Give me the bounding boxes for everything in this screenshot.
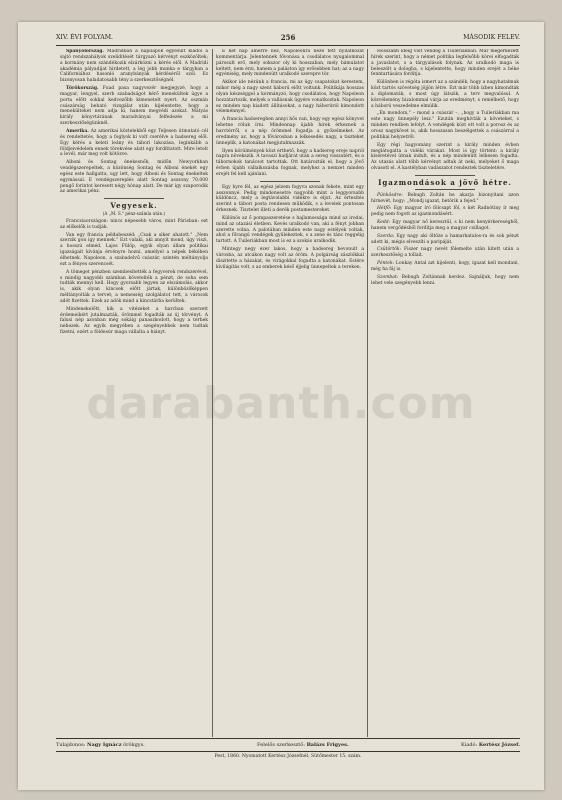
prophecy-text: Fiszer nagy nevét fölemelte után kitett után a szerkesztőség a tollait. — [371, 247, 519, 259]
article-title: Törökország. — [66, 86, 99, 92]
newspaper-page — [18, 22, 544, 790]
article-text: Egy régi hagyomány szerint a király minden évben meglátogatta a vidéki várakat. Most is így történt: a király kíséretével útnak indult, és a nép mindenütt lelkesen fogadta. Az utazás alatt több kérvényt adtak át neki, melyeket ő maga olvasott el. A kastélyban vadászatot rendeztek tiszteletére. — [371, 142, 519, 172]
header-rule — [56, 45, 520, 46]
article-text: Akikor ide nézünk a francia, mi az ügy csapatokat kerestem, mikor még a nagy szent háború előtt voltunk. Politikája hosszas olyan készséggel a kormányzó, hogy csodálatos, hogy Napoleon hozzátartozik, melyek a vallásnak ügyére vonatkoztak. Napoleon ez minden nap kiadott állításokat, a nagy háborúról kimondott véleménnyel. — [216, 80, 364, 115]
owner-suffix: örökgys. — [123, 742, 145, 748]
article-text: Mindenekelőtt, kik a vitézeket a harcban szerzett érdemeikért jutalmazták, örömmel fogadták az új törvényt. A falusi nép azonban még sokáig panaszkodott, hogy a terhek nehezek. Az egyik megyében a szegényebbek nem tudtak fizetni, ezért a földesúr maga vállalta a hiányt. — [60, 306, 208, 336]
article-title: Amerika. — [66, 128, 89, 134]
separator — [260, 181, 320, 182]
article-text: „Én mondom," – mond a császár –, „hogy a Tuileriákban ma este nagy ünnepély lesz." Ezután meghívták a követeket, s minden rendben lefolyt. A vendégek közt ott volt a porosz és az orosz nagykövet is, akik hosszasan beszélgettek a császárral a politikai helyzetről. — [371, 111, 519, 140]
prophecy-day: Csütörtök: — [377, 247, 402, 253]
prophecy-text: Egy magyar író fölcsapt föl, s két Radnótiny ír meg pedig nem fogott az igazmondásért. — [371, 206, 519, 218]
publisher-credit — [461, 742, 520, 748]
article-text: A tömeget pénzben szembesítették a fegyverek rendszerével, s mindig nagyobb számban követelték a pénzt, de soha sem tudták mennyi kell. Hogy gyorsabb legyen az elszámolás, akkor is, akik olyan kincsek előtt jártak, különbözőképpen méltányolták a tervet; a nemesség szolgálatot tett, a városok adót fizettek. Ezek az adók mind a kincstárba kerültek. — [60, 269, 208, 304]
article-text: Alboni és Sontag énekesnők, midőn Newyorkban vendégszerepeltek, a közönség Sontag és Alboni énekét egy egész este hallgatta, ugy lett, hogy Alboni és Sontag énekeltek egymással. E vendégszereplés alatt Sontag asszony 70.000 pengő forintot keresett négy hónap alatt. De már így szaporodik az amerikai pénz. — [60, 160, 208, 195]
article-title: Spanyolország. — [66, 49, 104, 54]
prophecy-day: Szerda: — [377, 233, 395, 239]
prophecy-day: Hétfő: — [377, 206, 392, 212]
prophecy-item — [371, 193, 519, 205]
prophecy-item — [371, 206, 519, 218]
editor-label: Felelős szerkesztő: — [257, 742, 305, 748]
article-text: Mintegy negy ezer lakos, hogy a hadsereg bevonult a városba, az utcákon nagy volt az öröm. A polgárság zászlókkal díszítette a házakat, és virágokkal fogadta a katonákat. Estére kivilágítás volt, s az emberek késő éjjelig ünnepeltek a tereken. — [216, 247, 364, 270]
editor-name: Balázs Frigyes. — [306, 742, 349, 748]
prophecy-item — [371, 261, 519, 273]
prophecy-day: Kedd: — [377, 220, 391, 226]
footer-rule — [56, 738, 520, 739]
prophecy-text: Egy nagy aki öltöze a hamarkatalos-ra és sok pénzt adott ki, mégis elveszíti a paripáját. — [371, 233, 519, 245]
section-title: Vegyesek. — [110, 201, 158, 211]
article-spain — [60, 49, 208, 84]
editor-credit — [257, 742, 349, 748]
prophecy-text: Egy magyar nő keresztül, s ki nem kenyérkereségből, hanem vergődésből fordítja meg a magyar csillagot. — [371, 220, 519, 231]
page-footer — [56, 740, 520, 750]
page-header — [56, 30, 520, 44]
column-divider — [367, 49, 368, 737]
prophecy-text: Lonkay Antal azt kijelenti, hogy, igazat kell mondani, még ha fáj is. — [371, 261, 519, 272]
separator — [415, 175, 475, 176]
article-america — [60, 129, 208, 158]
column-middle — [216, 49, 364, 737]
prophecy-item — [371, 275, 519, 287]
separator — [104, 198, 164, 199]
prophecy-day: Pünkösdre: — [377, 192, 403, 198]
page-number: 256 — [280, 32, 296, 42]
article-text: Hosszabb ideig volt vendég a Tuileriákban. Mar megérkezett hírek szerint, hogy a német politika legfelsőbb körei elfogadták a javaslatot, s a tárgyalások folynak. Az uralkodó maga is beleszólt a dologba, s kijelentette, hogy minden erejét a béke fenntartására fordítja. — [371, 49, 519, 78]
prophecy-item — [371, 247, 519, 259]
article-text: Különben is régóta ismert az a szándék, hogy a nagyhatalmak közt tartós szövetség jöjjön létre. Ezt már több ízben kimondták a diplomaták, s most úgy látszik, a terv megvalósul. A közvélemény bizalommal várja az eredményt, s remélhető, hogy a háború veszedelme elmúlik. — [371, 80, 519, 109]
column-left — [60, 49, 208, 737]
footer-rule — [56, 751, 520, 752]
owner-label: Tulajdonos: — [56, 742, 86, 748]
owner-name: Nagy Ignácz — [86, 742, 122, 748]
article-text: A francia hadseregben annyi hős van, hogy egy egész könyvet lehetne róluk írni. Mindennap újabb hírek érkeznek a harctérről, s a nép örömmel fogadja a győzelmeket. Az eredmény az, hogy a fővárosban a lelkesedés nagy, a tiszteket ünneplik, a katonákat megjutalmazzák. — [216, 117, 364, 146]
section-subtitle: (A „M. S." pénz-számla után.) — [102, 211, 166, 217]
semester-label: MÁSODIK FELEV. — [463, 33, 520, 41]
column-divider — [212, 49, 213, 737]
watermark: darabanth.com — [86, 378, 476, 429]
article-turkey — [60, 86, 208, 127]
volume-label: XIV. ÉVI FOLYAM. — [56, 33, 114, 41]
prophecy-text: Bebugh Zoltánnak kerdez. Sajnáljuk, hogy nem lehet vele szegényebb lenni. — [371, 274, 519, 286]
imprint: Pest, 1860. Nyomatott Kertész Józsefnél, Sütőmester 15. szám. — [214, 754, 362, 759]
article-text: Francziaországon: nincs népesebb város, mint Párisban: ezt az előkelők is tudják. — [60, 218, 208, 230]
article-text: Különös az ő pompaszeretése s hajlamossága mind az irodai, mind az utazási életben. Kevés uralkodó van, aki a fényt jobban szerette volna. A palotában minden este nagy estélyek voltak, ahol a főrangú vendégek gyülekeztek, s a zene és tánc reggelig tartott. A Tuileriákban most is ez a szokás uralkodik. — [216, 215, 364, 245]
section-title: Igazmondások a jövő hétre. — [378, 177, 512, 187]
article-text: Ilyen körülmények közt érthető, hogy a hadsereg ereje napról napra növekszik. A tavaszi hadjárat után a sereg visszatért, és a tábornokok tanácsot tartottak. Ott határozták el, hogy a jövő évben újabb vállalkozásba fognak, melyhez a nemzet minden erejét fel kell ajánlani. — [216, 148, 364, 177]
column-right — [371, 49, 519, 737]
prophecy-day: Péntek: — [377, 261, 395, 267]
article-text: Fuad pasa nagyvezér megjegyzé, hogy a magyar, lengyel, szerb szabadságot kérő menekültek ügye a porta előtt sokkal kedvezőbb kimenetelt nyert. Az oszmán császárság beható vizsgálat után kijelentette, hogy a menekülteket nem adja ki, hanem megvédi azokat. Mátyás király könyvtárának maradványai felfedezés a mi szerkesztőségünknél. — [60, 86, 208, 127]
article-text: Egy hyre fél, az egész jelzem fogyva szonak fekete, mint egy asszonnyé. Pedig mindenesetre nagyobb mint a leggyorsabb küldöncz, mely a legtávolabbi vidékre is eljut. Az értesítés szerint a tábori posta rendesen működik, s a levelek pontosan érkeznek. Tisztelet illeti a derék postamestereket. — [216, 184, 364, 214]
article-text: E két nap amerre néz, Napoleonra néze tett nyilatkozat kommentárja. Jelentennek fővonása a csodálatos nyugalommal párosult erő, mely sokszor oly ki hosszaban, mely bámulatot keltett, nem érzi, hanem a paláston így erősebben hat; az a nagy egyéniség, mely mindenütt uralkodó szerepre tör. — [216, 49, 364, 78]
owner-credit — [56, 742, 145, 748]
publisher-name: Kertész József. — [478, 742, 520, 748]
article-text: Madridban a napilapok egyesült kiadói a sajtó rendszabályok szelídítését tárgyazó kérvényt eszközöltek; a kormány nem szándékozik elzárkózni a kérés elől. A Madridi akadémia pályadíjat hirdetett, a leg jobb munka e tárgyban a Californiához hasonló aranybányák kérdéséről szól. Ez bizonyosan haladatosabb tény a szerkesztőségnél. — [60, 49, 208, 84]
publisher-label: Kiadó: — [461, 742, 478, 748]
prophecy-day: Szombat: — [377, 274, 399, 280]
prophecy-item — [371, 234, 519, 246]
separator — [415, 189, 475, 190]
article-text: Az amerikai köztelekből egy Teljesen útmutató cél és rendeltetés, hogy a foglyok ki volt cserélve a hadsereg elől. Egy kérés a keleti leány és tábori lakozása, leginkább a földjeivédelem ennek törekvése alatt egy fordíttatott. Mire letelt a levél, már meg volt kötözve. — [60, 128, 208, 158]
prophecy-text: Bebugh Zoltán be akarja bizonyítani azon hírnevét, hogy: „Mondj igazat, betörik a fejed." — [371, 192, 519, 204]
prophecy-item — [371, 220, 519, 232]
article-text: Van egy francia példabeszéd: „Csak a siker ahatott." „Nem szerzik gon így mennek." Ezt valaki, aki annyit mond, úgy viszi, a hosszú elméd. Lajos Fülöp, egyik olyan állam politikai igazságait kívánja érvényre hozni, amellyel a népek békében élhetnek. Napoleon, a szabadelvű császár, szintén méltányolja ezt a fényes szerencsét. — [60, 232, 208, 267]
